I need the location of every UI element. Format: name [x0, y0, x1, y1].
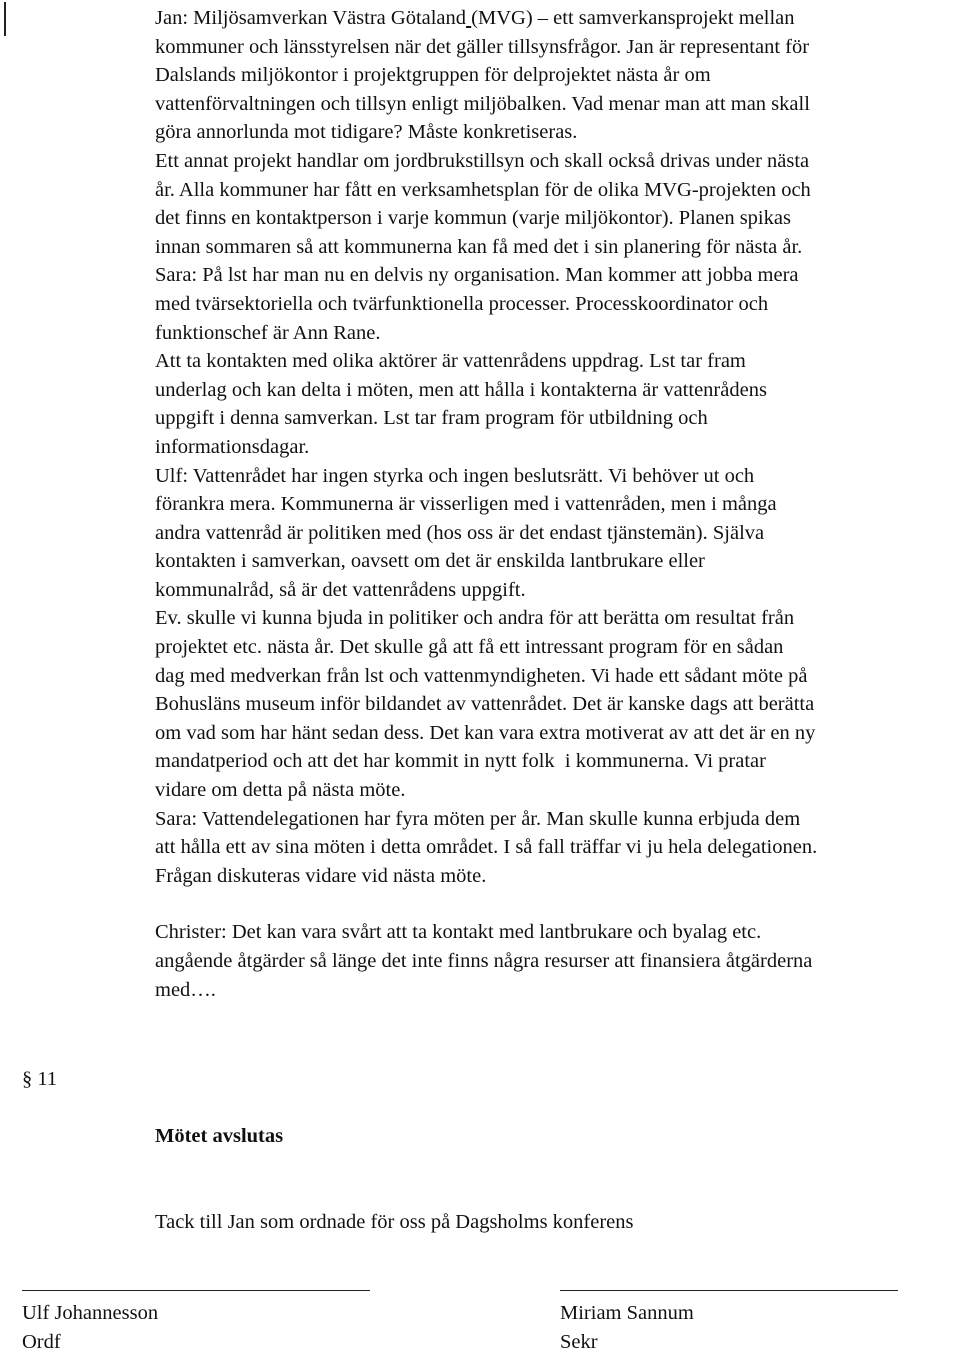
text-line: dag med medverkan från lst och vattenmyndigheten. Vi hade ett sådant möte på	[155, 664, 808, 687]
text-line: informationsdagar.	[155, 435, 310, 458]
text-line: innan sommaren så att kommunerna kan få med det i sin planering för nästa år.	[155, 235, 803, 258]
text-line: Christer: Det kan vara svårt att ta kontakt med lantbrukare och byalag etc.	[155, 921, 762, 944]
text-line: Sara: Vattendelegationen har fyra möten per år. Man skulle kunna erbjuda dem	[155, 807, 801, 830]
text-line: Bohusläns museum inför bildandet av vattenrådet. Det är kanske dags att berätta	[155, 693, 815, 716]
text-line: angående åtgärder så länge det inte finns några resurser att finansiera åtgärderna	[155, 950, 813, 972]
section-content	[155, 1065, 634, 1294]
text-line: funktionschef är Ann Rane.	[155, 321, 381, 344]
text-line: med tvärsektoriella och tvärfunktionella processer. Processkoordinator och	[155, 292, 769, 315]
text-line: Ulf: Vattenrådet har ingen styrka och ingen beslutsrätt. Vi behöver ut och	[155, 464, 755, 487]
text-segment: Jan: Miljösamverkan Västra Götaland	[155, 7, 467, 29]
signature-line	[560, 1290, 898, 1291]
text-line: att hålla ett av sina möten i detta området. I så fall träffar vi ju hela delegationen.	[155, 836, 818, 859]
text-line: Frågan diskuteras vidare vid nästa möte.	[155, 864, 487, 887]
minutes-body	[155, 4, 960, 1004]
text-line: kommuner och länsstyrelsen när det gäller tillsynsfrågor. Jan är representant för	[155, 35, 810, 58]
signature-block-right	[560, 1290, 898, 1356]
text-segment: (MVG) – ett samverkansprojekt mellan	[471, 7, 795, 29]
section-text: Tack till Jan som ordnade för oss på Dagsholms konferens	[155, 1210, 634, 1233]
text-line: underlag och kan delta i möten, men att hålla i kontakterna är vattenrådens	[155, 378, 767, 401]
text-line: Ett annat projekt handlar om jordbrukstillsyn och skall också drivas under nästa	[155, 149, 810, 172]
text-line: projektet etc. nästa år. Det skulle gå att få ett intressant program för en sådan	[155, 636, 784, 659]
text-line: med….	[155, 978, 216, 1001]
text-line: år. Alla kommuner har fått en verksamhetsplan för de olika MVG-projekten och	[155, 178, 811, 201]
text-line	[155, 4, 960, 33]
signer-role: Ordf	[22, 1330, 61, 1353]
text-line: mandatperiod och att det har kommit in nytt folk i kommunerna. Vi pratar	[155, 750, 766, 773]
text-line: göra annorlunda mot tidigare? Måste konkretiseras.	[155, 121, 578, 144]
margin-change-bar	[4, 2, 6, 36]
text-line: Ev. skulle vi kunna bjuda in politiker och andra för att berätta om resultat från	[155, 607, 795, 630]
text-line: om vad som har hänt sedan dess. Det kan vara extra motiverat av att det är en ny	[155, 721, 816, 744]
text-line: Att ta kontakten med olika aktörer är vattenrådens uppdrag. Lst tar fram	[155, 350, 746, 373]
signer-role: Sekr	[560, 1330, 598, 1353]
text-line: andra vattenråd är politiken med (hos oss är det endast tjänstemän). Själva	[155, 521, 765, 544]
text-line: kommunalråd, så är det vattenrådens uppgift.	[155, 578, 526, 601]
signature-line	[22, 1290, 370, 1291]
signer-name: Miriam Sannum	[560, 1302, 694, 1324]
paragraph-gap	[155, 890, 960, 918]
text-line: förankra mera. Kommunerna är visserligen med i vattenråden, men i många	[155, 493, 777, 516]
text-line: vidare om detta på nästa möte.	[155, 779, 406, 802]
signature-block-left	[22, 1290, 370, 1356]
text-line: uppgift i denna samverkan. Lst tar fram program för utbildning och	[155, 407, 708, 430]
text-line: kontakten i samverkan, oavsett om det är enskilda lantbrukare eller	[155, 550, 705, 573]
text-line: det finns en kontaktperson i varje kommun (varje miljökontor). Planen spikas	[155, 207, 791, 230]
text-line: Dalslands miljökontor i projektgruppen för delprojektet nästa år om	[155, 64, 711, 87]
section-heading: Mötet avslutas	[155, 1125, 284, 1148]
text-line: Sara: På lst har man nu en delvis ny organisation. Man kommer att jobba mera	[155, 264, 799, 287]
section-number: § 11	[22, 1068, 58, 1090]
signer-name: Ulf Johannesson	[22, 1302, 159, 1324]
text-line: vattenförvaltningen och tillsyn enligt miljöbalken. Vad menar man att man skall	[155, 92, 810, 115]
